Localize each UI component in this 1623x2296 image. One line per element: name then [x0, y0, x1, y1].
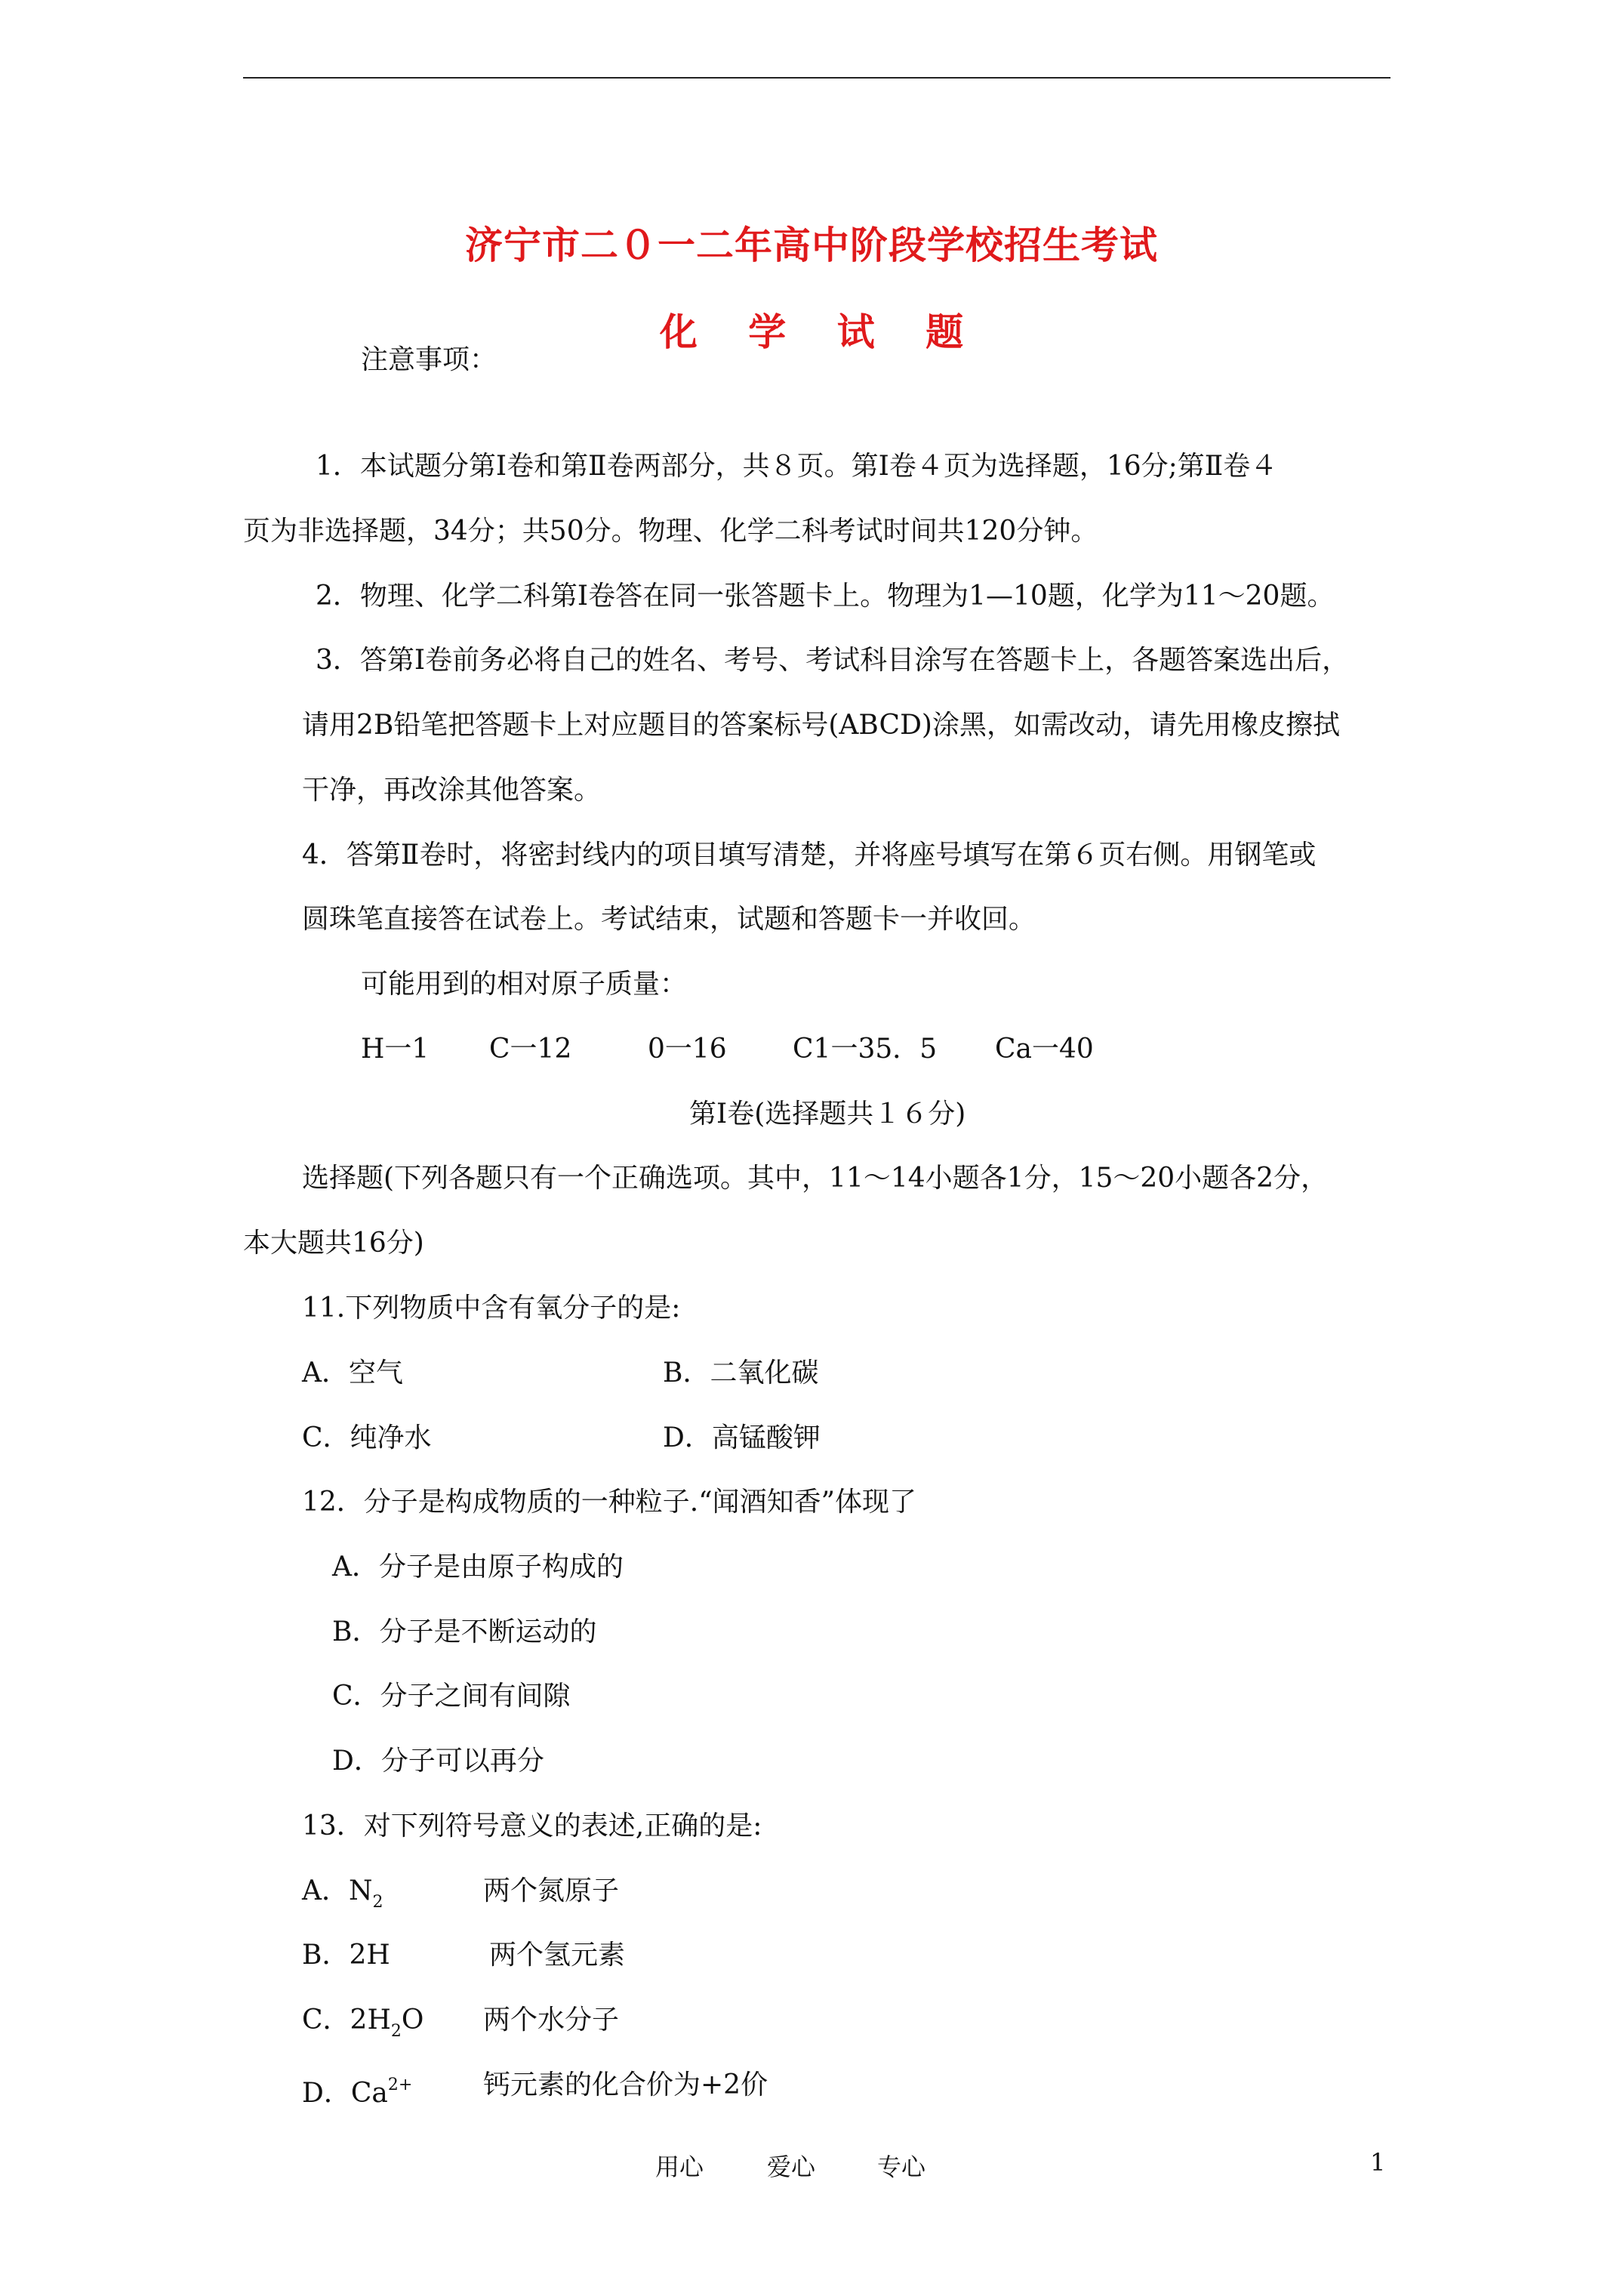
q13-option-d-symbol — [302, 2069, 412, 2110]
q11-stem: 11.下列物质中含有氧分子的是: — [302, 1293, 681, 1324]
atomic-mass-cl: C1一35．5 — [793, 1034, 938, 1065]
atomic-mass-c: C一12 — [489, 1034, 572, 1065]
atomic-mass-heading: 可能用到的相对原子质量： — [361, 969, 688, 1000]
q13-option-b-text: 两个氢元素 — [489, 1940, 626, 1971]
q13-a-label: A．N — [302, 1875, 373, 1906]
q11-option-b: B．二氧化碳 — [663, 1358, 819, 1388]
q13-c-tail: O — [401, 2005, 424, 2036]
notice-item-2: 2．物理、化学二科第Ⅰ卷答在同一张答题卡上。物理为1—10题，化学为11～20题。 — [316, 581, 1335, 612]
footer-text-3: 专心 — [877, 2153, 926, 2181]
q13-option-d-text: 钙元素的化合价为+2价 — [483, 2069, 768, 2100]
header-rule — [243, 77, 1390, 79]
page-number: 1 — [1370, 2148, 1386, 2177]
atomic-mass-ca: Ca一40 — [995, 1034, 1094, 1065]
q13-a-subscript: 2 — [372, 1893, 383, 1912]
notice-item-1b: 页为非选择题，34分；共50分。物理、化学二科考试时间共120分钟。 — [243, 516, 1098, 547]
q13-d-label: D．Ca — [302, 2078, 388, 2109]
q13-option-a-symbol — [302, 1875, 383, 1919]
section-title: 第Ⅰ卷(选择题共１６分) — [689, 1099, 966, 1130]
q11-option-a: A．空气 — [302, 1358, 403, 1388]
atomic-mass-h: H一1 — [361, 1034, 430, 1065]
q11-option-d: D．高锰酸钾 — [663, 1422, 821, 1453]
footer-text-2: 爱心 — [767, 2153, 816, 2181]
notice-item-3a: 3．答第Ⅰ卷前务必将自己的姓名、考号、考试科目涂写在答题卡上，各题答案选出后， — [316, 645, 1350, 676]
q13-stem: 13．对下列符号意义的表述,正确的是: — [302, 1811, 762, 1841]
notice-item-3c: 干净，再改涂其他答案。 — [302, 775, 602, 806]
q13-option-c-text: 两个水分子 — [483, 2005, 620, 2036]
q11-option-c: C．纯净水 — [302, 1422, 432, 1453]
q13-c-subscript: 2 — [390, 2022, 402, 2041]
instructions-b: 本大题共16分) — [243, 1228, 424, 1259]
q12-stem: 12．分子是构成物质的一种粒子.“闻酒知香”体现了 — [302, 1487, 917, 1518]
q13-option-a-text: 两个氮原子 — [483, 1875, 620, 1906]
q13-option-b-symbol: B．2H — [302, 1940, 390, 1971]
instructions-a: 选择题(下列各题只有一个正确选项。其中，11～14小题各1分，15～20小题各2分， — [302, 1163, 1329, 1194]
q12-option-a: A．分子是由原子构成的 — [332, 1552, 624, 1583]
q13-option-c-symbol — [302, 2004, 423, 2048]
notice-item-4b: 圆珠笔直接答在试卷上。考试结束，试题和答题卡一并收回。 — [302, 904, 1036, 935]
q12-option-b: B．分子是不断运动的 — [332, 1616, 597, 1647]
q12-option-c: C．分子之间有间隙 — [332, 1681, 571, 1712]
subject-title: 化 学 试 题 — [659, 310, 964, 354]
atomic-mass-o: 0一16 — [648, 1034, 727, 1065]
q13-c-label: C．2H — [302, 2005, 391, 2036]
notice-heading: 注意事项： — [361, 344, 497, 375]
q13-d-superscript: 2+ — [387, 2076, 413, 2094]
notice-item-1a: 1．本试题分第Ⅰ卷和第Ⅱ卷两部分，共８页。第Ⅰ卷４页为选择题，16分;第Ⅱ卷４ — [316, 451, 1278, 482]
notice-item-3b: 请用2B铅笔把答题卡上对应题目的答案标号(ABCD)涂黑，如需改动，请先用橡皮擦拭 — [302, 710, 1340, 741]
footer-text-1: 用心 — [655, 2153, 704, 2181]
q12-option-d: D．分子可以再分 — [332, 1746, 544, 1777]
notice-item-4a: 4．答第Ⅱ卷时，将密封线内的项目填写清楚，并将座号填写在第６页右侧。用钢笔或 — [302, 840, 1317, 871]
exam-title: 济宁市二０一二年高中阶段学校招生考试 — [465, 223, 1158, 267]
